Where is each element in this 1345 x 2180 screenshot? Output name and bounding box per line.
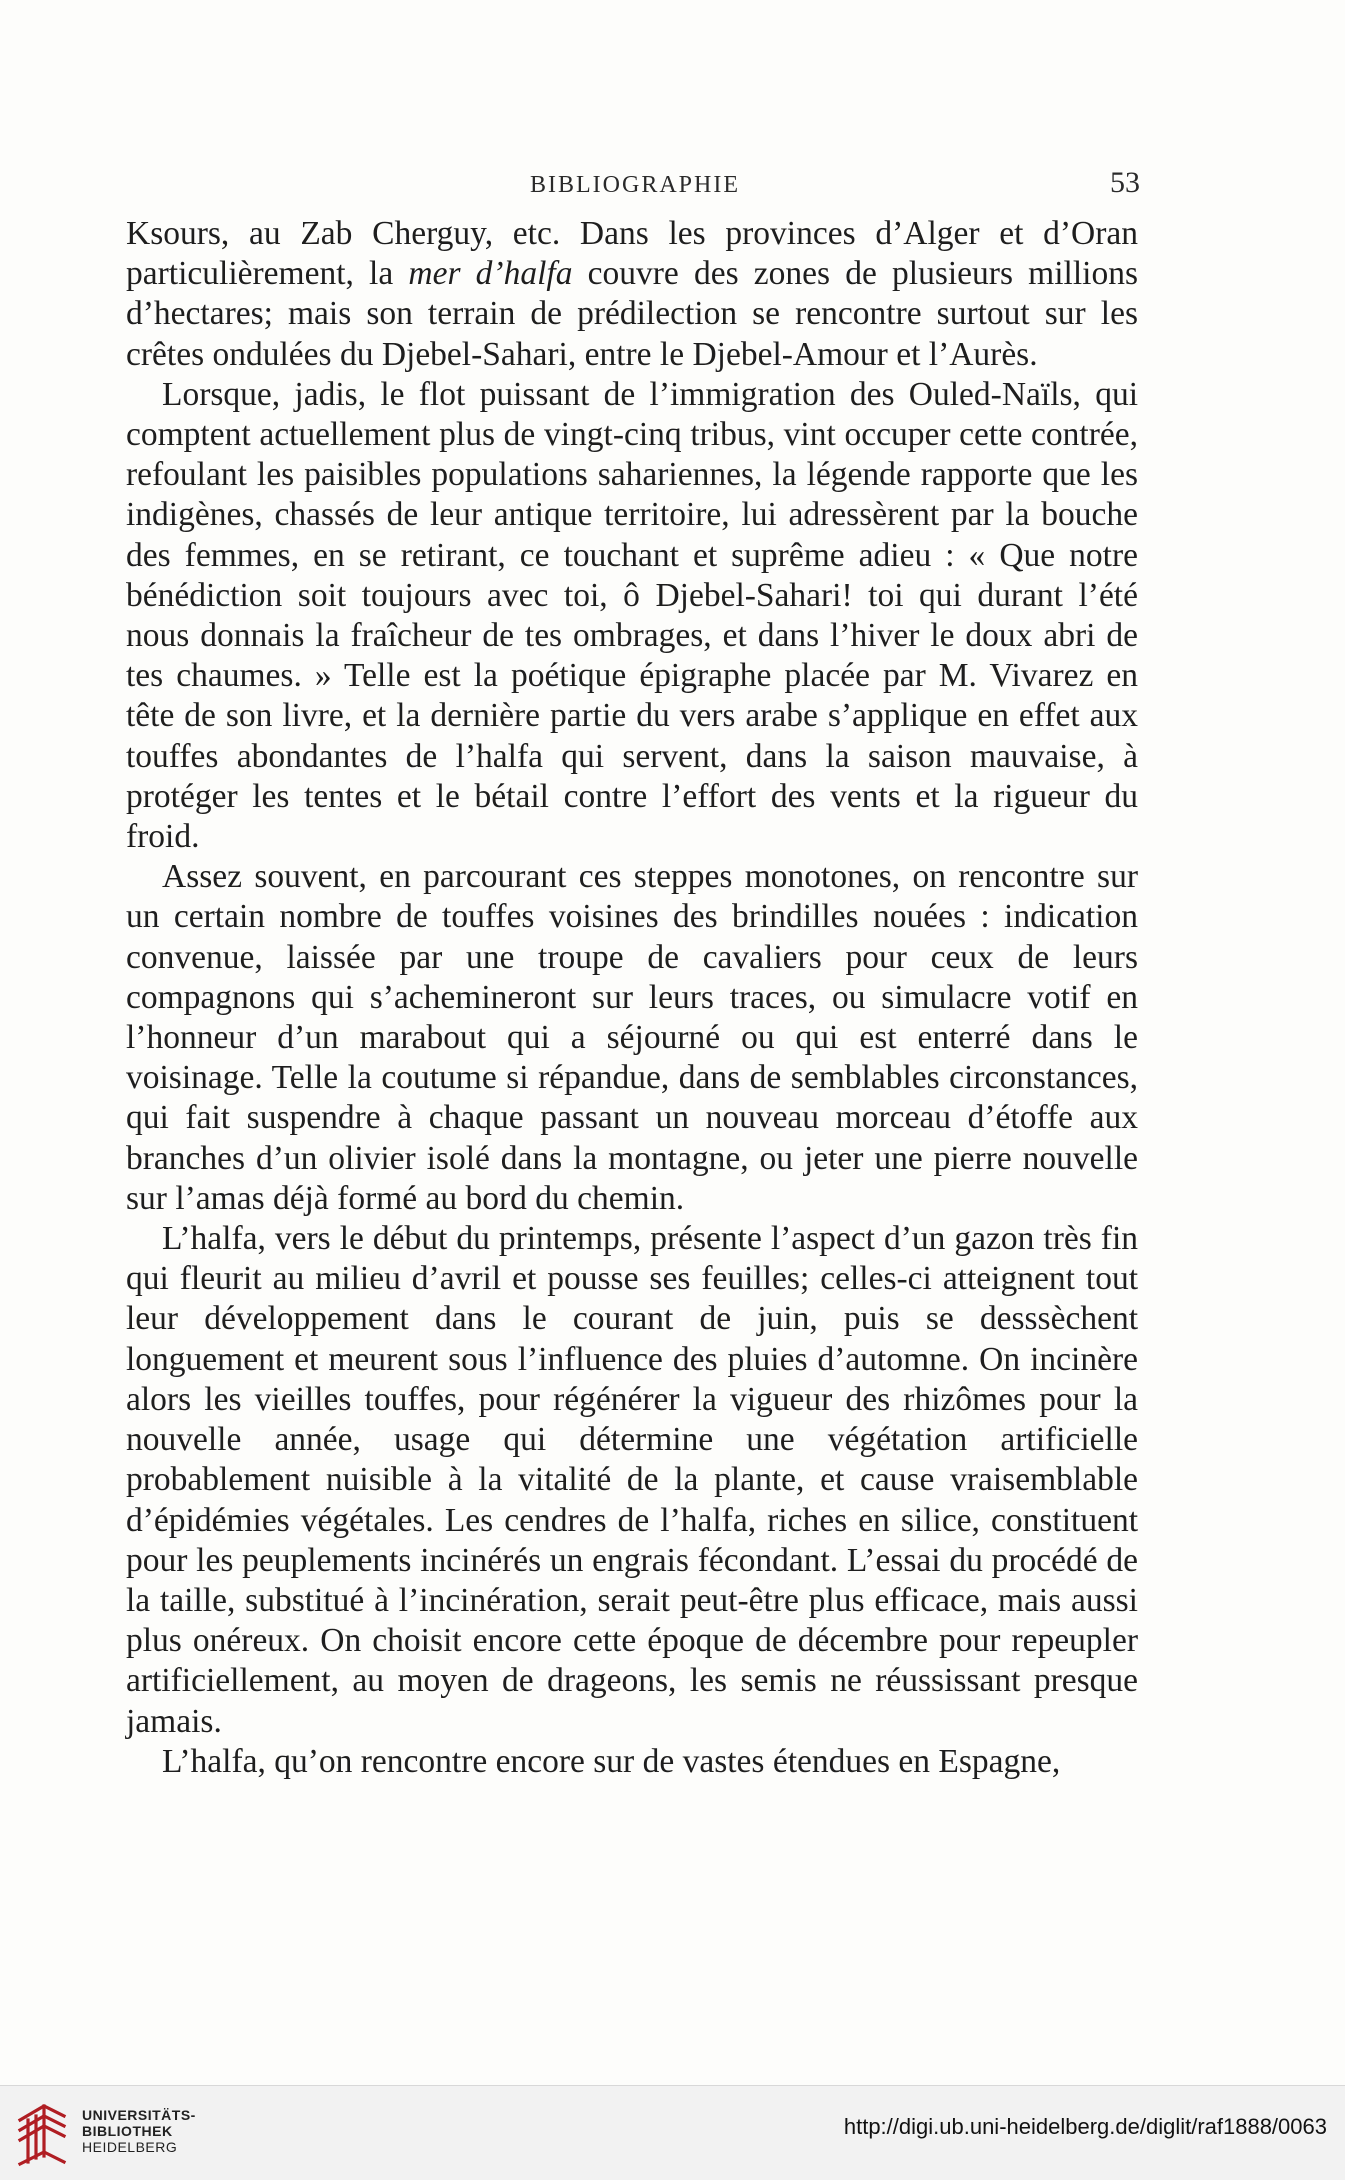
paragraph-1-text-a: Ksours, au Zab Cherguy, etc. Dans les provinces d’Alger et d’Oran particulièrement, la: [126, 215, 1138, 293]
italic-term: mer d’halfa: [408, 255, 573, 293]
paragraph-4: L’halfa, vers le début du printemps, présente l’aspect d’un gazon très fin qui fleurit au milieu d’avril et pousse ses feuilles; celles-ci atteignent tout leur développement dans le courant de juin, puis se desssèchent longuement et meurent sous l’influence des pluies d’automne. On incinère alors les vieilles touffes, pour régénérer la vigueur des rhizômes pour la nouvelle année, usage qui détermine une végétation artificielle probablement nuisible à la vitalité de la plante, et cause vraisemblable d’épidémies végétales. Les cendres de l’halfa, riches en silice, constituent pour les peuplements incinérés un engrais fécondant. L’essai du procédé de la taille, substitué à l’incinération, serait peut-être plus efficace, mais aussi plus onéreux. On choisit encore cette époque de décembre pour repeupler artificiellement, au moyen de drageons, les semis ne réussissant presque jamais.: [126, 1220, 1138, 1740]
library-logo-icon: [14, 2098, 70, 2168]
library-name: [82, 2107, 196, 2155]
page-number: 53: [1110, 166, 1140, 199]
digitization-footer: [0, 2085, 1345, 2180]
paragraph-2: Lorsque, jadis, le flot puissant de l’immigration des Ouled-Naïls, qui comptent actuellement plus de vingt-cinq tribus, vint occuper cette contrée, refoulant les paisibles populations sahariennes, la légende rapporte que les indigènes, chassés de leur antique territoire, lui adressèrent par la bouche des femmes, en se retirant, ce touchant et suprême adieu : « Que notre bénédiction soit toujours avec toi, ô Djebel-Sahari! toi qui durant l’été nous donnais la fraîcheur de tes ombrages, et dans l’hiver le doux abri de tes chaumes. » Telle est la poétique épigraphe placée par M. Vivarez en tête de son livre, et la dernière partie du vers arabe s’applique en effet aux touffes abondantes de l’halfa qui servent, dans la saison mauvaise, à protéger les tentes et le bétail contre l’effort des vents et la rigueur du froid.: [126, 375, 1138, 856]
paragraph-1: [126, 214, 1138, 375]
paragraph-5: L’halfa, qu’on rencontre encore sur de vastes étendues en Espagne,: [162, 1742, 1061, 1780]
library-name-line-2: BIBLIOTHEK: [82, 2123, 173, 2139]
permalink-url[interactable]: http://digi.ub.uni-heidelberg.de/diglit/raf1888/0063: [843, 2114, 1327, 2139]
library-name-line-1: UNIVERSITÄTS-: [82, 2107, 196, 2123]
paragraph-1-text-b: couvre des zones de plusieurs millions d’hectares; mais son terrain de prédilection se rencontre surtout sur les crêtes ondulées du Djebel-Sahari, entre le Djebel-Amour et l’Aurès.: [126, 255, 1138, 373]
running-title: BIBLIOGRAPHIE: [530, 172, 740, 198]
paragraph-3: Assez souvent, en parcourant ces steppes monotones, on rencontre sur un certain nombre de touffes voisines des brindilles nouées : indication convenue, laissée par une troupe de cavaliers pour ceux de leurs compagnons qui s’achemineront sur leurs traces, ou simulacre votif en l’honneur d’un marabout qui a séjourné ou qui est enterré dans le voisinage. Telle la coutume si répandue, dans de semblables circonstances, qui fait suspendre à chaque passant un nouveau morceau d’étoffe aux branches d’un olivier isolé dans la montagne, ou jeter une pierre nouvelle sur l’amas déjà formé au bord du chemin.: [126, 858, 1138, 1217]
body-text: [126, 214, 1138, 1782]
running-head: [130, 166, 1140, 212]
library-name-line-3: HEIDELBERG: [82, 2139, 178, 2155]
